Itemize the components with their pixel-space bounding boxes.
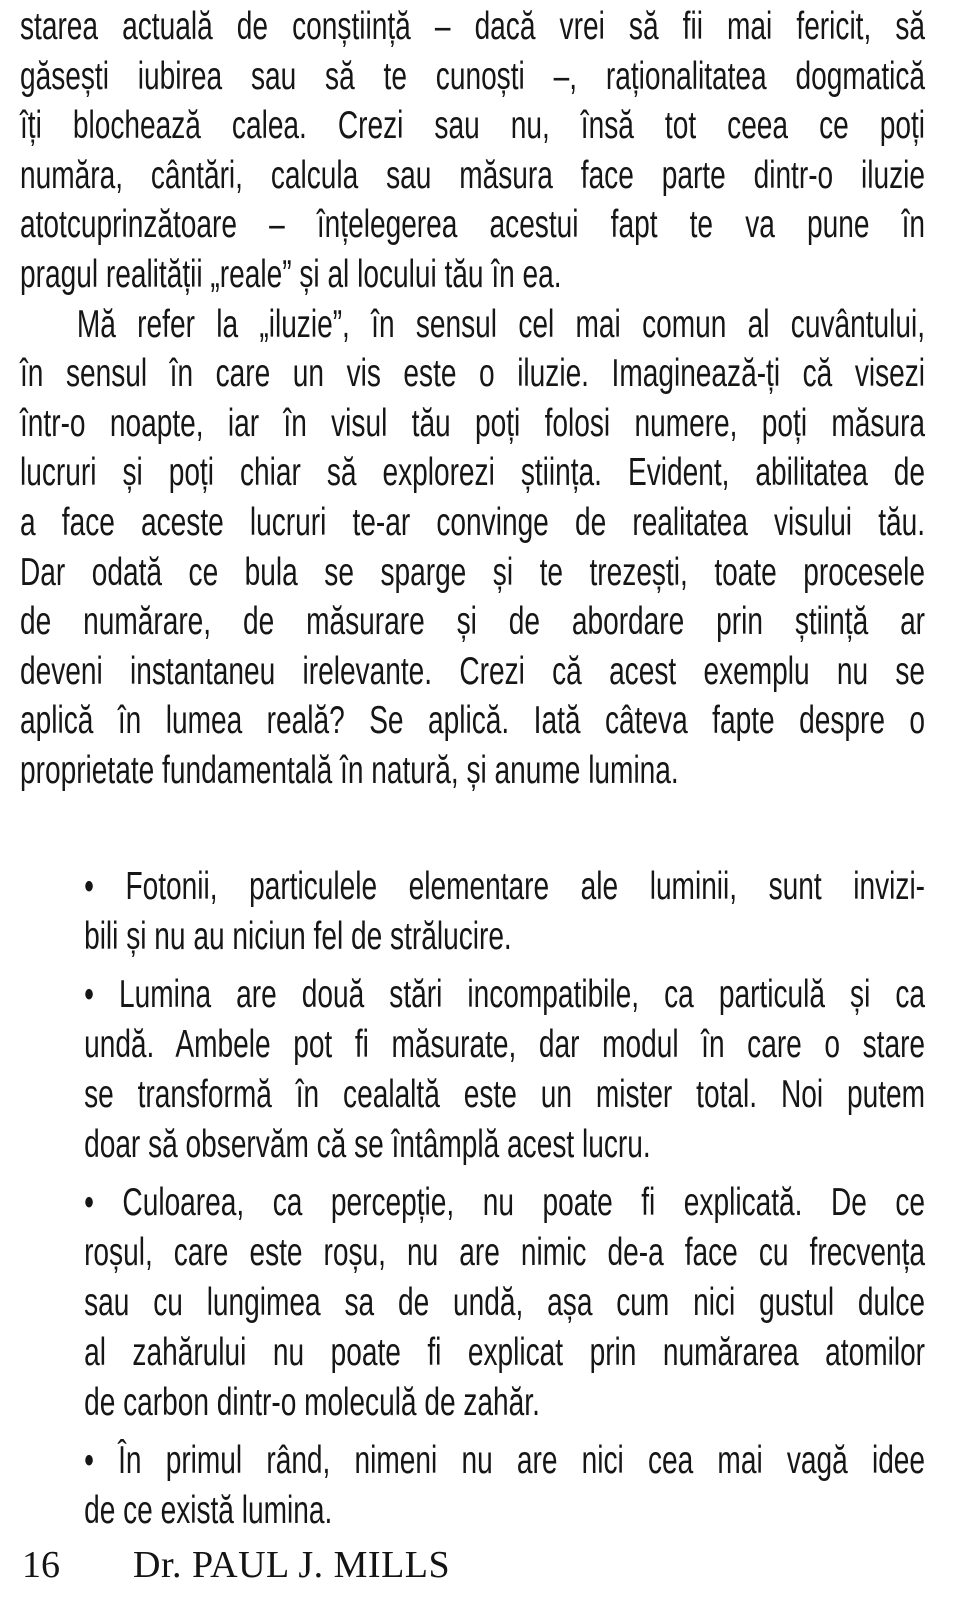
text-line: doar să observăm că se întâmplă acest lucru.: [84, 1122, 651, 1166]
text-line: • Lumina are două stări incompatibile, ca particulă și ca: [84, 972, 926, 1016]
text-line: al zahărului nu poate fi explicat prin numărarea atomilor: [84, 1330, 926, 1374]
bullet-item: [84, 970, 925, 1170]
text-line: în sensul în care un vis este o iluzie. Imaginează-ți că visezi: [20, 352, 926, 396]
page-number: 16: [22, 1544, 60, 1586]
paragraph-2: [20, 300, 925, 796]
text-line: starea actuală de conștiință – dacă vrei să fii mai fericit, să: [20, 5, 926, 48]
bullet-list: [84, 862, 925, 1536]
text-line: bili și nu au niciun fel de strălucire.: [84, 914, 512, 958]
text-line: Dar odată ce bula se sparge și te trezești, toate procesele: [20, 550, 926, 594]
text-line: de carbon dintr-o moleculă de zahăr.: [84, 1380, 540, 1424]
text-line: într-o noapte, iar în visul tău poți folosi numere, poți măsura: [20, 401, 926, 445]
text-line: Mă refer la „iluzie”, în sensul cel mai comun al cuvântului,: [76, 302, 926, 346]
text-line: de ce există lumina.: [84, 1488, 333, 1532]
text-line: număra, cântări, calcula sau măsura face parte dintr-o iluzie: [20, 153, 926, 197]
bullet-item: [84, 1178, 925, 1428]
text-line: • Fotonii, particulele elementare ale luminii, sunt invizi-: [84, 864, 926, 908]
text-line: îți blochează calea. Crezi sau nu, însă tot ceea ce poți: [20, 104, 926, 148]
text-line: deveni instantaneu irelevante. Crezi că acest exemplu nu se: [20, 649, 926, 693]
text-line: se transformă în cealaltă este un mister total. Noi putem: [84, 1072, 926, 1116]
running-author: Dr. PAUL J. MILLS: [133, 1544, 451, 1586]
text-line: de numărare, de măsurare și de abordare prin știință ar: [20, 600, 926, 644]
text-line: proprietate fundamentală în natură, și anume lumina.: [20, 748, 679, 792]
body-text-column: [20, 2, 925, 1536]
text-line: • În primul rând, nimeni nu are nici cea mai vagă idee: [84, 1438, 926, 1482]
bullet-item: [84, 862, 925, 962]
text-line: atotcuprinzătoare – înțelegerea acestui fapt te va pune în: [20, 203, 926, 247]
text-line: sau cu lungimea sa de undă, așa cum nici gustul dulce: [84, 1280, 926, 1324]
text-line: undă. Ambele pot fi măsurate, dar modul în care o stare: [84, 1022, 926, 1066]
paragraph-1: [20, 2, 925, 300]
text-line: • Culoarea, ca percepție, nu poate fi explicată. De ce: [84, 1180, 926, 1224]
text-line: a face aceste lucruri te-ar convinge de realitatea visului tău.: [20, 500, 926, 544]
text-line: roșul, care este roșu, nu are nimic de-a face cu frecvența: [84, 1230, 926, 1274]
text-line: lucruri și poți chiar să explorezi știința. Evident, abilitatea de: [20, 451, 926, 495]
text-line: găsești iubirea sau să te cunoști –, raționalitatea dogmatică: [20, 54, 926, 98]
text-line: aplică în lumea reală? Se aplică. Iată câteva fapte despre o: [20, 699, 926, 743]
bullet-item: [84, 1436, 925, 1536]
text-line: pragul realității „reale” și al locului tău în ea.: [20, 252, 562, 296]
